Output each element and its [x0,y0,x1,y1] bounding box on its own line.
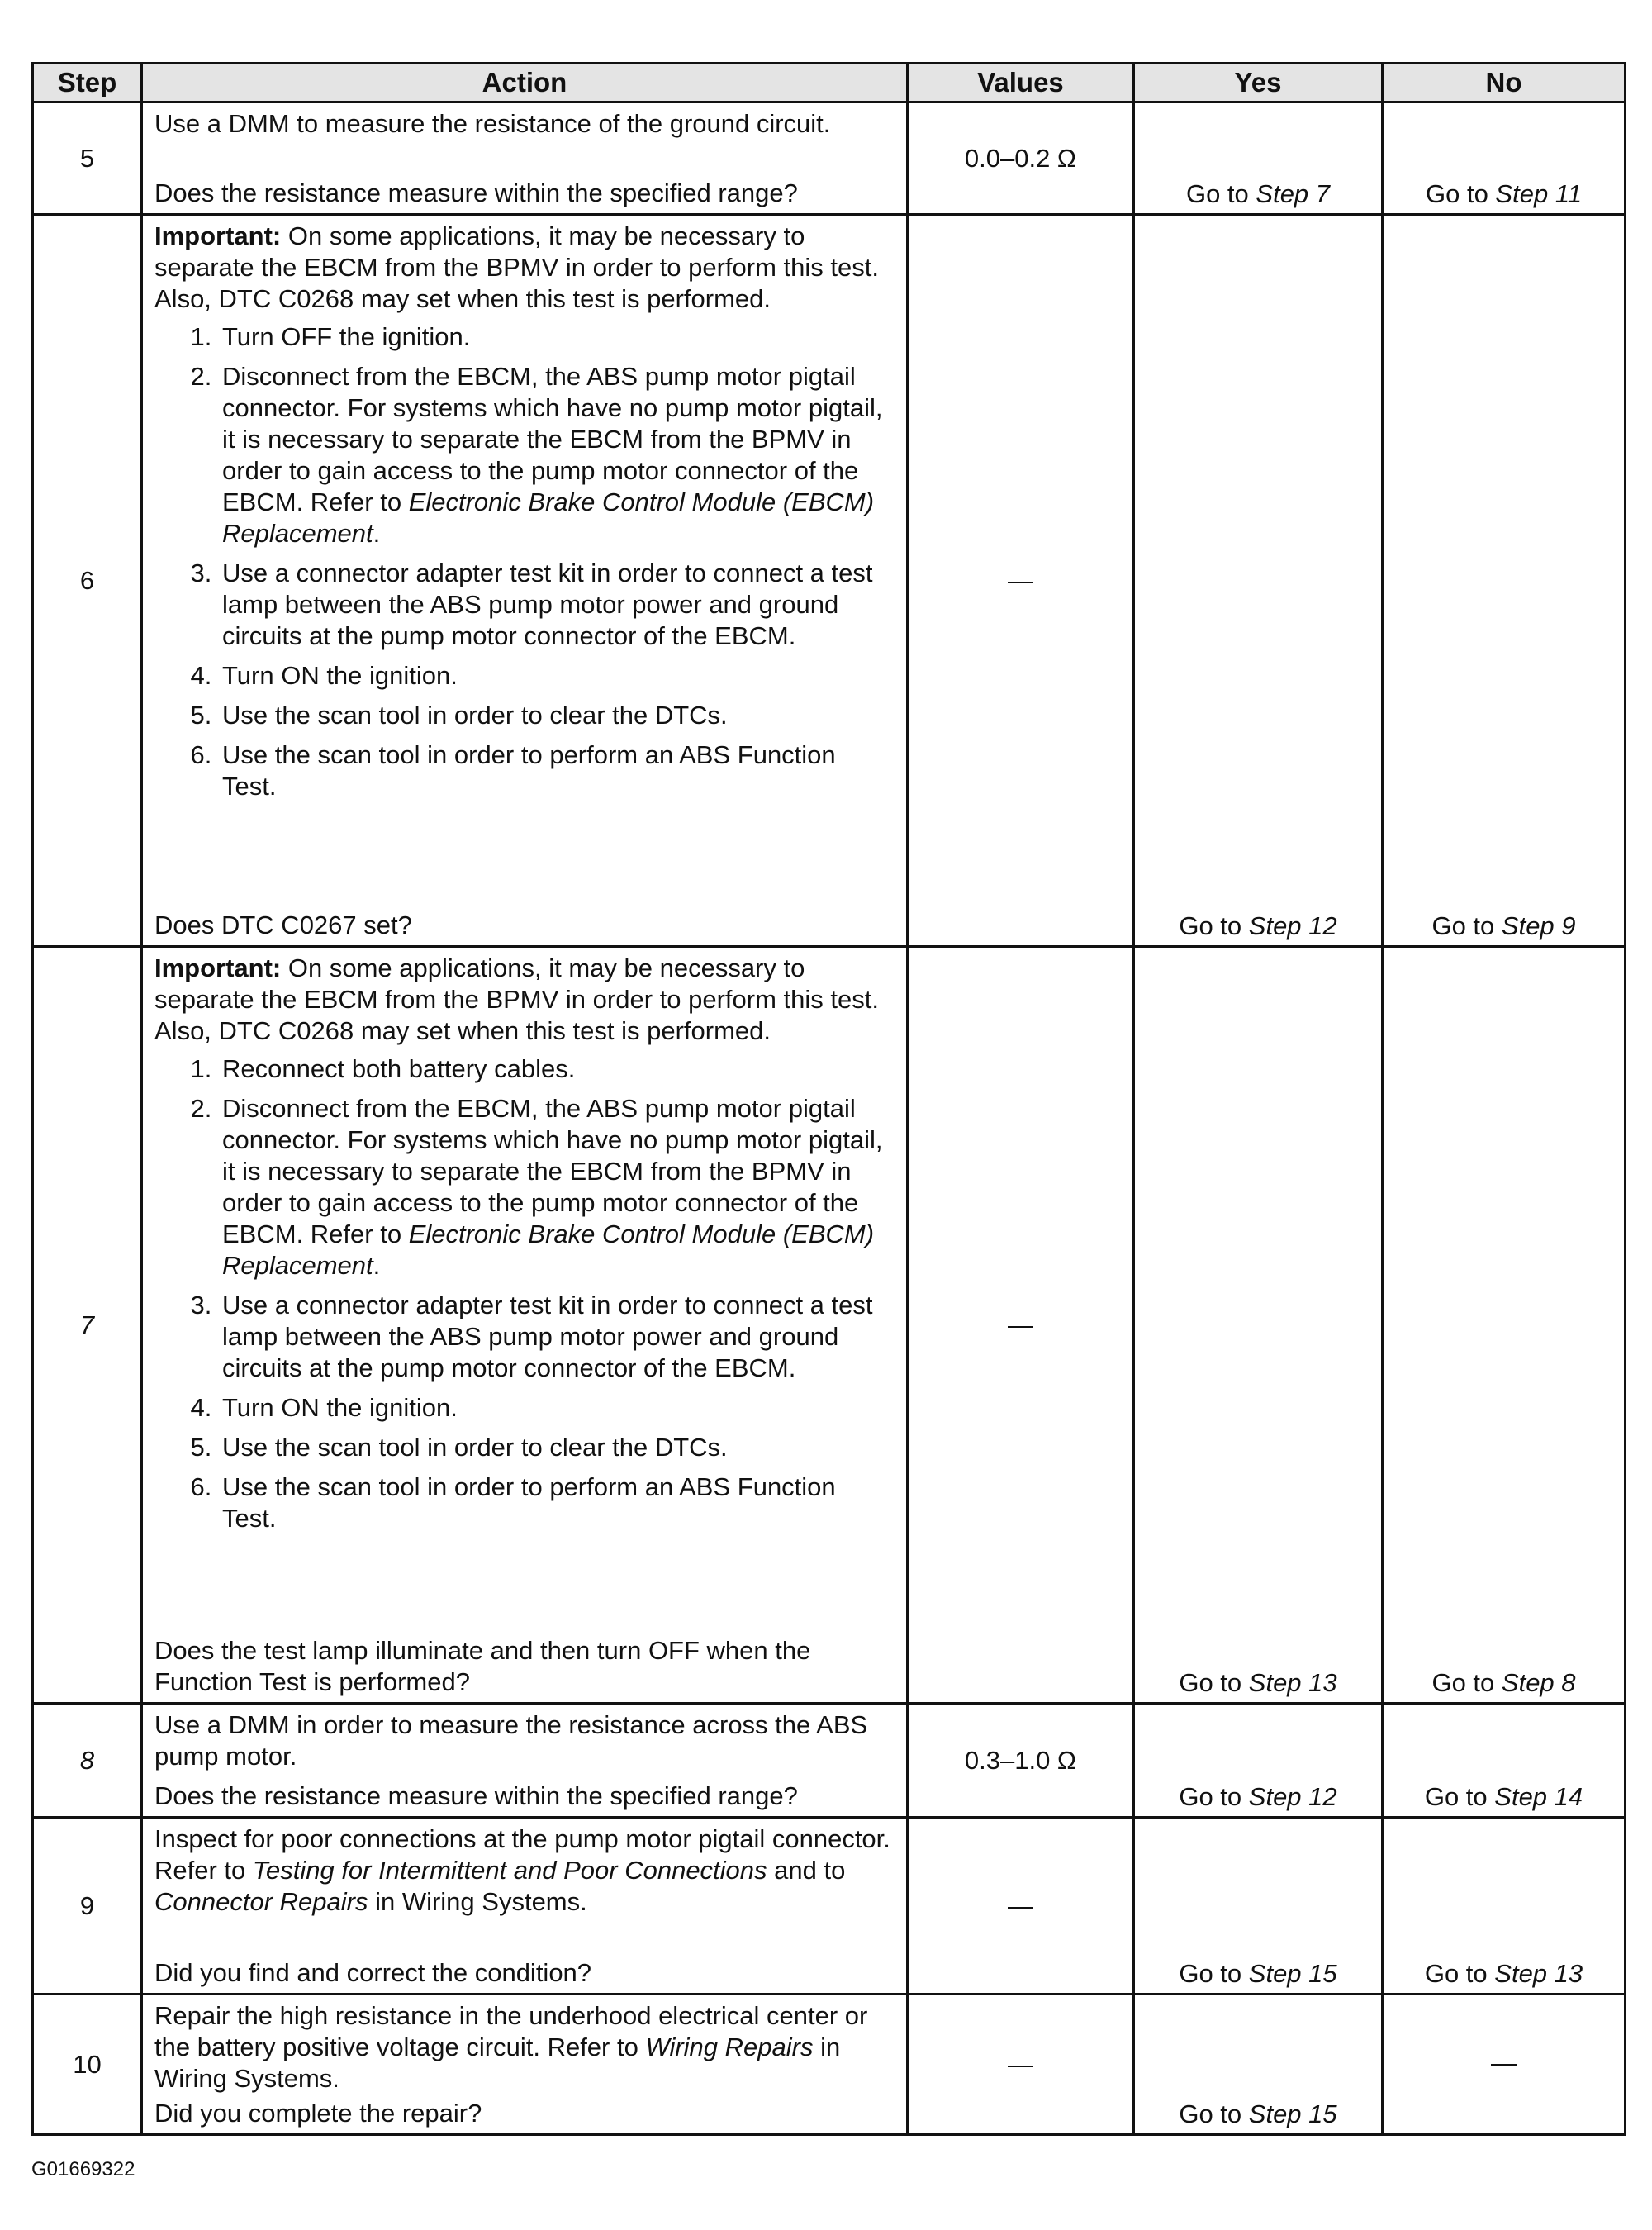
yes-prefix: Go to [1179,1668,1249,1697]
yes-prefix: Go to [1179,911,1249,940]
no-step-link: Step 14 [1494,1782,1583,1811]
action-question: Did you find and correct the condition? [154,1958,592,1987]
header-yes: Yes [1134,64,1383,102]
item-text: Disconnect from the EBCM, the ABS pump motor pigtail connector. For systems which have no pump motor pigtail, it is necessary to separate the EBCM from the BPMV in order to gain access to the pump motor connector of the EBCM. Refer to [222,1094,883,1248]
yes-prefix: Go to [1185,179,1256,208]
no-cell: — [1383,1995,1626,2135]
no-cell [1383,102,1626,215]
table-row [33,102,1626,215]
step-number: 5 [33,102,142,215]
action-text [154,2000,896,2094]
no-cell [1383,215,1626,947]
important-label: Important: [154,953,282,982]
no-prefix: Go to [1424,1959,1495,1988]
yes-step-link: Step 7 [1256,179,1331,208]
no-prefix: Go to [1425,179,1496,208]
text-part: Repair the high resistance in the underhood electrical center or the battery positive voltage circuit. Refer to [154,2001,868,2061]
value-cell: — [908,947,1134,1704]
reference-link: Testing for Intermittent and Poor Connections [252,1856,767,1885]
item-text: Use a connector adapter test kit in order to connect a test lamp between the ABS pump motor power and ground circuits at the pump motor connector of the EBCM. [222,559,873,650]
step-number: 9 [33,1818,142,1995]
no-step-link: Step 11 [1495,179,1582,208]
header-action: Action [142,64,908,102]
no-step-link: Step 13 [1494,1959,1583,1988]
action-cell [142,1704,908,1818]
yes-cell [1134,1704,1383,1818]
item-text: Use the scan tool in order to perform an ABS Function Test. [222,740,836,801]
header-row [33,64,1626,102]
text-part: and to [767,1856,846,1885]
item-text: Use the scan tool in order to perform an ABS Function Test. [222,1472,836,1533]
action-question: Does the resistance measure within the specified range? [154,178,798,207]
value-cell: — [908,215,1134,947]
table-row [33,1818,1626,1995]
yes-step-link: Step 12 [1248,911,1337,940]
list-item [219,558,896,652]
no-prefix: Go to [1431,1668,1502,1697]
no-step-link: Step 9 [1501,911,1576,940]
header-no: No [1383,64,1626,102]
table-row [33,1995,1626,2135]
reference-link: Electronic Brake Control Module (EBCM) Replacement [222,1220,875,1280]
text-part: in Wiring Systems. [368,1887,587,1916]
list-item [219,739,896,802]
yes-step-link: Step 15 [1248,1959,1337,1988]
action-question: Does the test lamp illuminate and then turn OFF when the Function Test is performed? [154,1636,811,1696]
important-note [154,221,896,315]
no-prefix: Go to [1424,1782,1495,1811]
yes-cell [1134,102,1383,215]
no-step-link: Step 8 [1501,1668,1576,1697]
no-cell [1383,947,1626,1704]
list-item [219,1392,896,1424]
action-cell [142,215,908,947]
yes-cell [1134,947,1383,1704]
action-question: Does DTC C0267 set? [154,911,412,939]
yes-step-link: Step 13 [1248,1668,1337,1697]
yes-step-link: Step 12 [1248,1782,1337,1811]
no-prefix: Go to [1431,911,1502,940]
header-values: Values [908,64,1134,102]
yes-cell [1134,1818,1383,1995]
yes-prefix: Go to [1179,2099,1249,2128]
action-text [154,1823,896,1918]
action-cell [142,947,908,1704]
step-number: 8 [33,1704,142,1818]
list-item [219,1093,896,1281]
item-text-end: . [373,519,381,548]
item-text: Disconnect from the EBCM, the ABS pump motor pigtail connector. For systems which have no pump motor pigtail, it is necessary to separate the EBCM from the BPMV in order to gain access to the pump motor connector of the EBCM. Refer to [222,362,883,516]
item-text: Reconnect both battery cables. [222,1054,576,1083]
reference-link: Electronic Brake Control Module (EBCM) Replacement [222,487,875,548]
table-row [33,947,1626,1704]
value-cell: — [908,1995,1134,2135]
item-text: Use the scan tool in order to clear the DTCs. [222,1433,728,1462]
list-item [219,1053,896,1085]
action-question: Did you complete the repair? [154,2099,482,2128]
important-text: On some applications, it may be necessary to separate the EBCM from the BPMV in order to perform this test. Also, DTC C0268 may set when this test is performed. [154,953,879,1045]
action-cell [142,1818,908,1995]
item-text-end: . [373,1251,381,1280]
table-row [33,215,1626,947]
yes-cell [1134,1995,1383,2135]
no-cell [1383,1704,1626,1818]
table-row [33,1704,1626,1818]
yes-step-link: Step 15 [1248,2099,1337,2128]
step-number: 6 [33,215,142,947]
step-number: 7 [33,947,142,1704]
step-number: 10 [33,1995,142,2135]
yes-cell [1134,215,1383,947]
figure-id: G01669322 [31,2158,135,2180]
procedure-list [154,1053,896,1534]
item-text: Turn ON the ignition. [222,661,458,690]
action-question: Does the resistance measure within the specified range? [154,1781,798,1810]
header-step: Step [33,64,142,102]
action-text: Use a DMM to measure the resistance of the ground circuit. [154,109,831,138]
list-item [219,700,896,731]
list-item [219,1290,896,1384]
text-part: Inspect for poor connections at the pump motor pigtail connector. Refer to [154,1824,890,1885]
action-cell [142,1995,908,2135]
text-part: in Wiring Systems. [154,2033,841,2093]
procedure-list [154,321,896,802]
reference-link: Wiring Repairs [645,2033,814,2061]
diagnostic-table [31,62,1626,2136]
important-note [154,953,896,1047]
value-cell: — [908,1818,1134,1995]
list-item [219,660,896,692]
important-label: Important: [154,221,282,250]
value-cell: 0.3–1.0 Ω [908,1704,1134,1818]
value-cell: 0.0–0.2 Ω [908,102,1134,215]
important-text: On some applications, it may be necessary to separate the EBCM from the BPMV in order to perform this test. Also, DTC C0268 may set when this test is performed. [154,221,879,313]
action-text: Use a DMM in order to measure the resistance across the ABS pump motor. [154,1710,868,1771]
item-text: Turn ON the ignition. [222,1393,458,1422]
item-text: Use the scan tool in order to clear the DTCs. [222,701,728,730]
no-cell [1383,1818,1626,1995]
list-item [219,1432,896,1463]
list-item [219,1472,896,1534]
item-text: Use a connector adapter test kit in order to connect a test lamp between the ABS pump motor power and ground circuits at the pump motor connector of the EBCM. [222,1291,873,1382]
list-item [219,321,896,353]
yes-prefix: Go to [1179,1959,1249,1988]
reference-link: Connector Repairs [154,1887,368,1916]
list-item [219,361,896,549]
action-cell [142,102,908,215]
item-text: Turn OFF the ignition. [222,322,471,351]
yes-prefix: Go to [1179,1782,1249,1811]
